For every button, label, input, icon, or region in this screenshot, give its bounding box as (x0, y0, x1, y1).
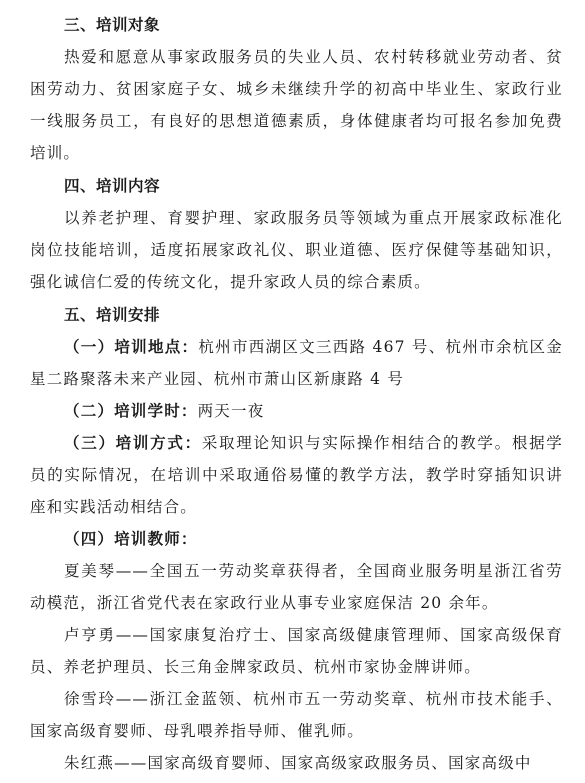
training-hours-text: 两天一夜 (197, 402, 265, 420)
teacher-name: 徐雪玲 (64, 690, 116, 708)
training-hours-label: （二）培训学时： (64, 402, 198, 420)
training-location (30, 331, 563, 395)
teacher-entry (30, 555, 563, 619)
teacher-name: 卢亨勇 (64, 626, 116, 644)
section-3-heading: 三、培训对象 (64, 16, 161, 34)
teacher-description: ——浙江金蓝领、杭州市五一劳动奖章、杭州市技术能手、国家高级育婴师、母乳喂养指导师、催乳师。 (30, 690, 563, 740)
training-teachers-heading (30, 523, 563, 555)
training-location-label: （一）培训地点： (64, 338, 199, 356)
section-4-heading: 四、培训内容 (64, 177, 161, 195)
section-3-body: 热爱和愿意从事家政服务员的失业人员、农村转移就业劳动者、贫困劳动力、贫困家庭子女、城乡未继续升学的初高中毕业生、家政行业一线服务员工，有良好的思想道德素质，身体健康者均可报名参加免费培训。 (30, 48, 563, 162)
section-4-body: 以养老护理、育婴护理、家政服务员等领域为重点开展家政标准化岗位技能培训，适度拓展家政礼仪、职业道德、医疗保健等基础知识，强化诚信仁爱的传统文化，提升家政人员的综合素质。 (30, 209, 563, 291)
teacher-description: ——国家康复治疗士、国家高级健康管理师、国家高级保育员、养老护理员、长三角金牌家政员、杭州市家协金牌讲师。 (30, 626, 563, 676)
teacher-name: 朱红燕 (64, 754, 115, 772)
section-5-heading: 五、培训安排 (64, 306, 161, 324)
teacher-entry (30, 619, 563, 683)
training-method (30, 427, 563, 523)
teacher-name: 夏美琴 (64, 562, 116, 580)
training-method-text: 采取理论知识与实际操作相结合的教学。根据学员的实际情况，在培训中采取通俗易懂的教学方法，教学时穿插知识讲座和实践活动相结合。 (30, 434, 564, 516)
teacher-entry (30, 683, 563, 747)
training-hours (30, 395, 563, 427)
teacher-description: ——全国五一劳动奖章获得者，全国商业服务明星浙江省劳动模范，浙江省党代表在家政行业从事专业家庭保洁 20 余年。 (30, 562, 563, 612)
training-teachers-label: （四）培训教师： (64, 530, 198, 548)
teacher-entry (30, 747, 563, 779)
training-location-text: 杭州市西湖区文三西路 467 号、杭州市余杭区金星二路聚落未来产业园、杭州市萧山区新康路 4 号 (30, 338, 563, 388)
training-method-label: （三）培训方式： (64, 434, 202, 452)
teacher-description: ——国家高级育婴师、国家高级家政服务员、国家高级中 (114, 754, 532, 772)
